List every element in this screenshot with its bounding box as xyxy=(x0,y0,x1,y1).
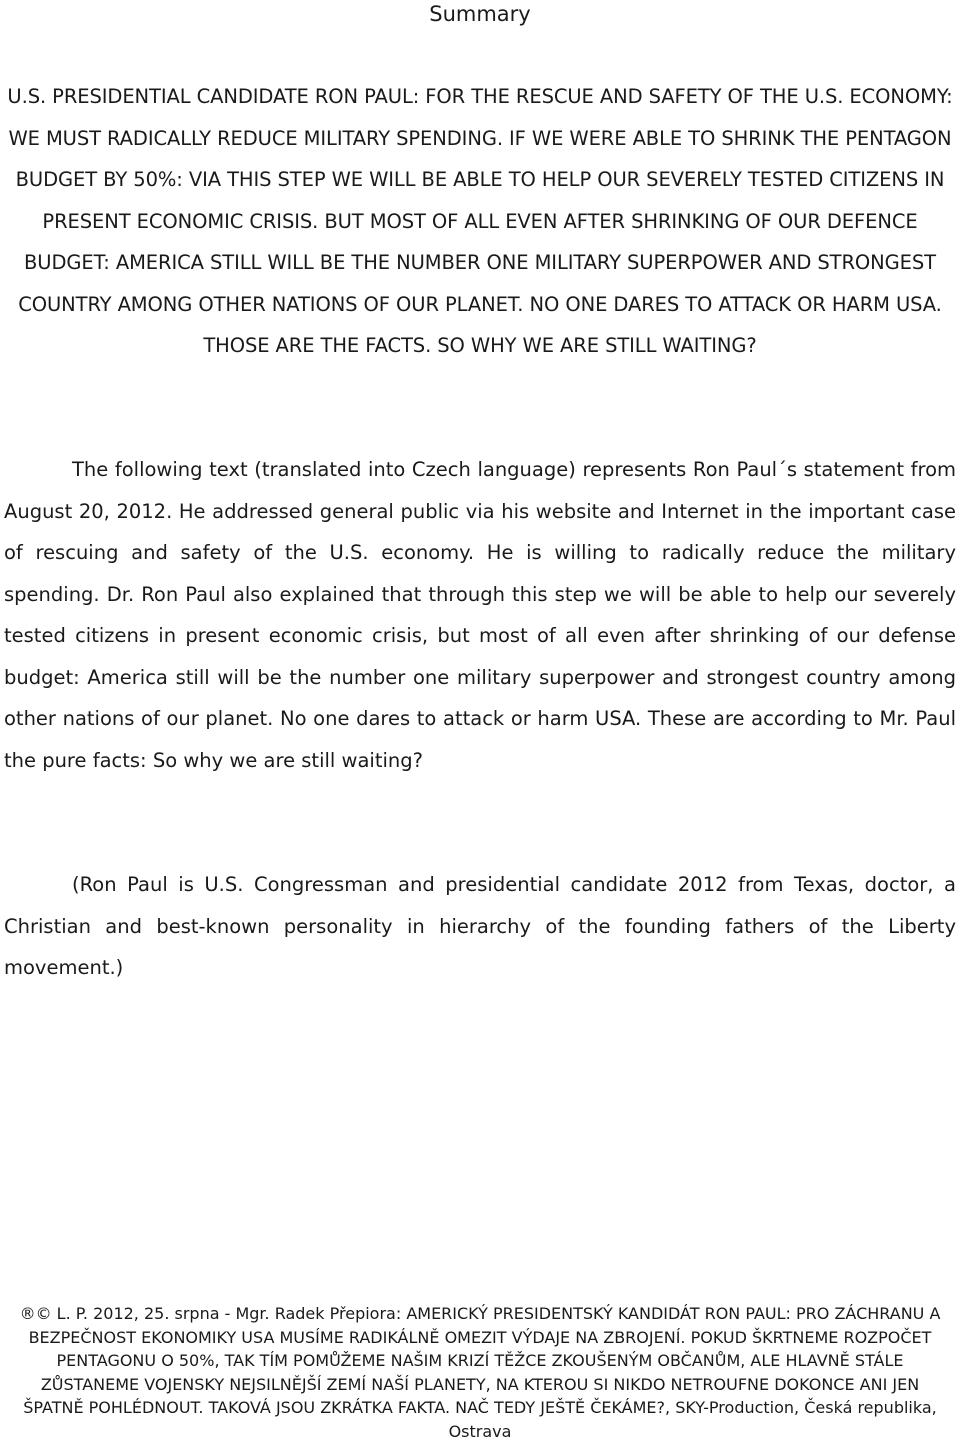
footer-citation: ®© L. P. 2012, 25. srpna - Mgr. Radek Přepiora: AMERICKÝ PRESIDENTSKÝ KANDIDÁT RON PAUL: PRO ZÁCHRANU A BEZPEČNOST EKONOMIKY USA MUSÍME RADIKÁLNĚ OMEZIT VÝDAJE NA ZBROJENÍ. POKUD ŠKRTNEME ROZPOČET PENTAGONU O 50%, TAK TÍM POMŮŽEME NAŠIM KRIZÍ TĚŽCE ZKOUŠENÝM OBČANŮM, ALE HLAVNĚ STÁLE ZŮSTANEME VOJENSKY NEJSILNĚJŠÍ ZEMÍ NAŠÍ PLANETY, NA KTEROU SI NIKDO NETROUFNE DOKONCE ANI JEN ŠPATNĚ POHLÉDNOUT. TAKOVÁ JSOU ZKRÁTKA FAKTA. NAČ TEDY JEŠTĚ ČEKÁME?, SKY-Production, Česká republika, Ostrava xyxy=(19,1304,941,1441)
summary-caps-paragraph: U.S. PRESIDENTIAL CANDIDATE RON PAUL: FOR THE RESCUE AND SAFETY OF THE U.S. ECONOMY: WE MUST RADICALLY REDUCE MILITARY SPENDING. IF WE WERE ABLE TO SHRINK THE PENTAGON BUDGET BY 50%: VIA THIS STEP WE WILL BE ABLE TO HELP OUR SEVERELY TESTED CITIZENS IN PRESENT ECONOMIC CRISIS. BUT MOST OF ALL EVEN AFTER SHRINKING OF OUR DEFENCE BUDGET: AMERICA STILL WILL BE THE NUMBER ONE MILITARY SUPERPOWER AND STRONGEST COUNTRY AMONG OTHER NATIONS OF OUR PLANET. NO ONE DARES TO ATTACK OR HARM USA. THOSE ARE THE FACTS. SO WHY WE ARE STILL WAITING? xyxy=(7,85,953,357)
page-heading: Summary xyxy=(429,2,531,26)
body-paragraph-statement: The following text (translated into Czech language) represents Ron Paul´s statement from August 20, 2012. He addressed general public via his website and Internet in the important case of rescuing and safety of the U.S. economy. He is willing to radically reduce the military spending. Dr. Ron Paul also explained that through this step we will be able to help our severely tested citizens in present economic crisis, but most of all even after shrinking of our defense budget: America still will be the number one military superpower and strongest country among other nations of our planet. No one dares to attack or harm USA. These are according to Mr. Paul the pure facts: So why we are still waiting? xyxy=(4,458,956,772)
body-paragraph-bio: (Ron Paul is U.S. Congressman and presidential candidate 2012 from Texas, doctor, a Christian and best-known personality in hierarchy of the founding fathers of the Liberty movement.) xyxy=(4,873,956,979)
